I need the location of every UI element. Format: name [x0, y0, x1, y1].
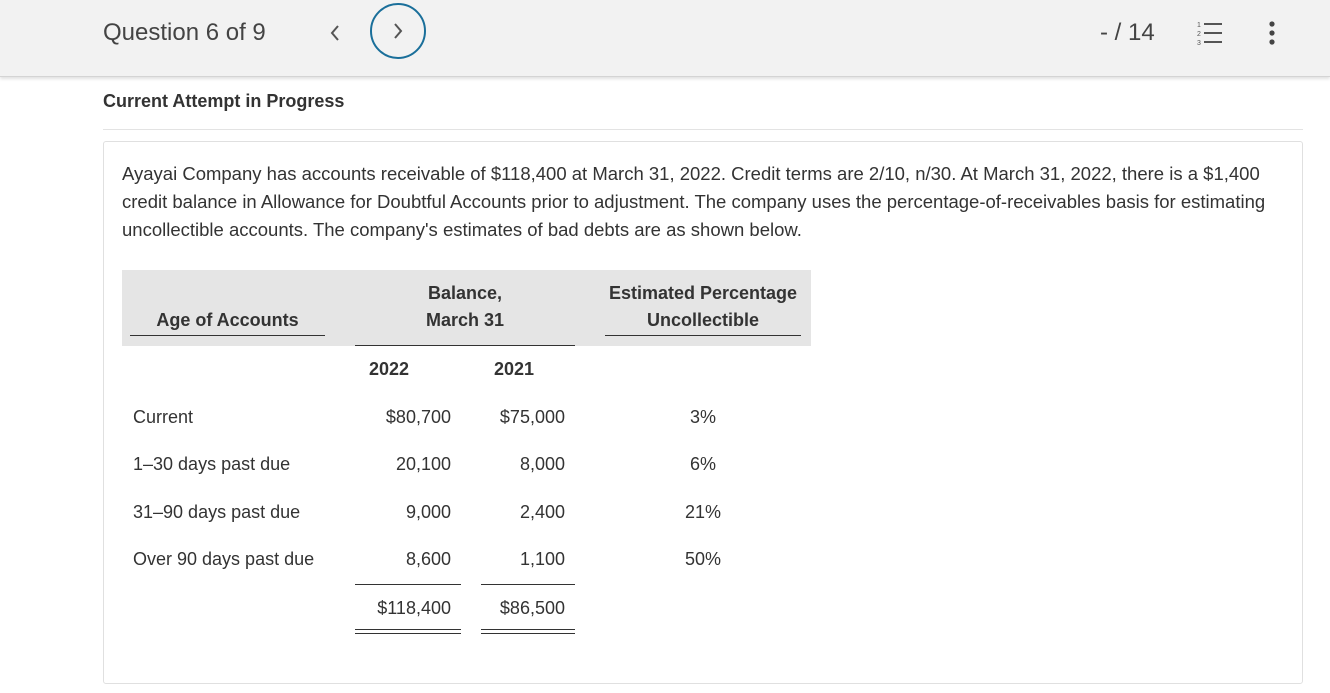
total-double-rule-2022 [355, 633, 461, 634]
chevron-right-icon [392, 22, 404, 40]
total-double-rule-2022 [355, 629, 461, 630]
total-double-rule-2021 [481, 629, 575, 630]
age-cell: 31–90 days past due [133, 502, 301, 522]
column-header-percent-line1: Estimated Percentage [608, 283, 798, 303]
balance-2022-cell: 9,000 [405, 502, 451, 522]
percent-cell: 50% [684, 549, 722, 569]
year-header-2021: 2021 [493, 359, 535, 379]
total-double-rule-2021 [481, 633, 575, 634]
percent-cell: 3% [689, 407, 716, 427]
column-header-balance-line2: March 31 [425, 310, 505, 330]
question-title: Question 6 of 9 [103, 19, 266, 46]
chevron-left-icon [329, 24, 341, 42]
balance-2022-cell: 8,600 [405, 549, 451, 569]
header-underline [355, 345, 575, 346]
percent-cell: 6% [689, 454, 716, 474]
previous-question-button[interactable] [318, 16, 352, 50]
balance-2021-cell: 1,100 [519, 549, 565, 569]
balance-2022-cell: $80,700 [385, 407, 451, 427]
age-cell: 1–30 days past due [133, 454, 291, 474]
subtotal-rule-2022 [355, 584, 461, 585]
question-header [0, 0, 1330, 77]
score-display: - / 14 [1100, 19, 1155, 46]
more-options-button[interactable] [1262, 18, 1282, 48]
subtotal-rule-2021 [481, 584, 575, 585]
percent-cell: 21% [684, 502, 722, 522]
total-2022-cell: $118,400 [377, 598, 451, 618]
svg-text:2: 2 [1197, 31, 1201, 38]
balance-2021-cell: 8,000 [519, 454, 565, 474]
column-header-balance-line1: Balance, [427, 283, 503, 303]
divider [103, 129, 1303, 130]
numbered-list-icon [1195, 19, 1225, 47]
age-cell: Over 90 days past due [133, 549, 315, 569]
balance-2022-cell: 20,100 [395, 454, 451, 474]
next-question-button[interactable] [370, 3, 426, 59]
problem-statement: Ayayai Company has accounts receivable of $118,400 at March 31, 2022. Credit terms are 2/10, n/30. At March 31, 2022, there is a $1,400 credit balance in Allowance for Doubtful Accounts prior to adjustment. The company uses the percentage-of-receivables basis for estimating uncollectible accounts. The company's estimates of bad debts are as shown below. [122, 163, 1266, 240]
column-header-percent-line2: Uncollectible [646, 310, 760, 330]
more-vertical-icon [1262, 18, 1282, 48]
attempt-status-label: Current Attempt in Progress [103, 91, 345, 111]
balance-2021-cell: 2,400 [519, 502, 565, 522]
svg-text:1: 1 [1197, 22, 1201, 29]
age-cell: Current [133, 407, 194, 427]
balance-2021-cell: $75,000 [499, 407, 565, 427]
svg-text:3: 3 [1197, 40, 1201, 47]
question-list-button[interactable] [1195, 19, 1225, 47]
total-2021-cell: $86,500 [499, 598, 565, 618]
column-header-age: Age of Accounts [156, 310, 299, 330]
header-underline [605, 335, 801, 336]
year-header-2022: 2022 [368, 359, 410, 379]
header-underline [130, 335, 325, 336]
